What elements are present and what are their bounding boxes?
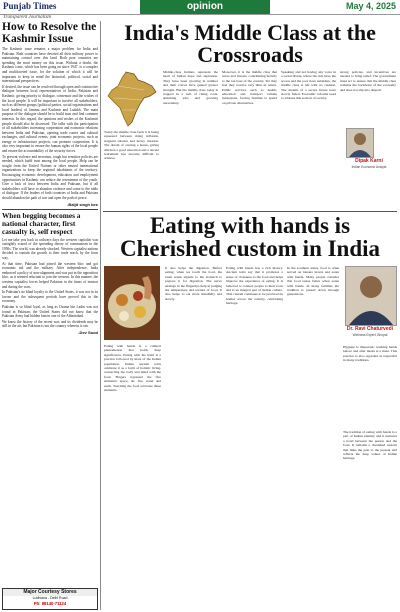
author2-name: Dr. Ravi Chaturvedi [346,326,394,332]
article1-col-1b [104,130,159,208]
author-title: Indian Economic Analyst [351,165,387,169]
article2-text-3: Eating with hands has a rich history. Ancient texts say that it promotes a sense of closeness to the food and helps improve the experience of eating. It is believed to connect people to their roots and is an integral part of Indian culture. This custom continues to be practiced in homes across the country, celebrating heritage. [226,266,283,306]
section-label: opinion [186,1,224,12]
kashmir-para-3: To prevent violence and terrorism, tough but sensitive policies are needed, which build trust among the local people. Help can be sought from the United Nations or other neutral international organizations to keep the regional inhabitants of the territory. Encouraging economic development, education and employment opportunities in Kashmir can reduce the resentment of the youth. Give a lack of trust between India and Pakistan, but if all stakeholders will have to abandon violence and come to the table of dialogue. If the leaders of both countries of India and Pakistan should abandon the path of war and open the path of peace. [2,154,98,200]
begging-para-1: Let me take you back to railways days the western capitalist was outrightly scared of the spreading theory of communism in the 1950s. The world, was already shocked. Western capitalist nations decided to contain the growth to their trade reach, by the front way. [2,237,98,260]
article1-col-3 [281,70,336,208]
article2-text-5: Hygiene is important; washing hands before and after meals is a must. This practice is also regarded as respectful in many traditions. [343,345,397,363]
eating-headline-line-1: Eating with hands is [149,213,351,238]
begging-byline: -Dev Sood [78,329,98,335]
section-divider [103,211,397,212]
article2-text-1: Eating with hands is a cultural phenomenon that holds deep significance. Eating with the hand is a practice followed by most of the Indian population. Indian ancient texts celebrate it as a form of holistic living, connecting the body and mind with the food. Fingers represent the five elements: space, air, fire, water and earth. Touching the food activates these elements. [104,344,161,393]
article1-text-1: Middle-class Indians represent the heart of Indian hope and aspiration. They have been growing in number and their voices have gained greater strength. But the middle class today is trapped in a web of rising costs, shrinking jobs and growing uncertainty. [163,70,218,105]
article1-text-3: Speaking and not having any voice in a social divide, where the rich have the access and the poor have subsidies, the middle class is left with no cushion. The dreams of a secure future have slowly faded. Economic reforms need to address this section of society. [281,70,336,101]
article2-col-1 [104,344,161,609]
india-map-image [104,70,159,128]
article2-text-2: It also helps the digestion. Before eating, when we touch the food, the brain sends signals to the stomach to prepare it for digestion. The nerve endings in the fingertips help in judging the temperature and texture of food. It also helps to eat more mindfully and slowly. [165,266,222,301]
advertisement-box [2,588,98,610]
food-photo [104,266,160,340]
kashmir-byline: -Baljit singh bee [67,201,98,207]
eating-headline [103,214,397,260]
section-banner [140,0,270,14]
article1-col-4 [340,70,396,125]
author-photo [346,128,374,158]
ad-store-name: Major Courtesy Stores [3,589,97,596]
newspaper-logo: Punjab Times [3,1,57,11]
middle-class-headline: India's Middle Class at the Crossroads [124,20,376,67]
begging-para-4: Pakistan is so blind loyal, as long as Osama bin Ladin was not found in Pakistan, the United States did not know that the Pakistan Army had hidden him in one of the Abbottabad. [2,304,98,319]
article2-text-6: The tradition of eating with hands is a part of Indian identity and it nurtures a bond between the person and the food. It remains a cherished custom that links the past to the present and reflects the deep values of Indian heritage. [343,430,397,461]
author2-photo [345,266,397,326]
left-column [2,21,98,591]
article2-col-4 [287,266,339,609]
article1-col-2 [222,70,277,208]
tagline: Transparent Journalism [3,15,52,20]
ad-phone: Ph: 98140-71124 [33,600,67,606]
article1-text-4: strong policies, and incentives are needed to bring relief. The government must act to ensure that the middle class remains the backbone of the economy and does not slip into despair. [340,70,396,92]
masthead [0,0,400,15]
author2-title: Wellness Expert, Bhopal [352,333,388,337]
kashmir-para-1: The Kashmir issue remains a major problem for India and Pakistan. Both countries have devoted all their military power to maintaining control over this land. Both poor countries are spending the most money on this issue. Without a doubt, the Kashmir issue, which has been going on since 1947, is a complex and multifaceted issue, for the solution of which it will be important to keep in mind the historical, political, social and international perspectives. [2,47,98,84]
article2-col-3 [226,266,283,609]
begging-para-2: At that time, Pakistan had joined the western bloc and got economic aid and the military. After independence, India embraced a policy of non-alignment and was put in the opposition bloc, as it seemed reluctant to join the western. In this manner, the western capitalist forces helped Pakistan in the times of tension and during the wars. [2,261,98,289]
article2-col-6 [343,430,397,609]
author-name: Dipak Karni [355,158,383,164]
column-divider [100,21,101,610]
begging-headline: When begging becomes a national character, first casualty is, self respect [2,210,81,236]
article2-text-4: In the southern states, food is often served on banana leaves and eaten with hands. Many people consider that food tastes better when eaten with hands. In many families the tradition is passed down through generations. [287,266,339,297]
kashmir-para-2: If desired, the issue can be resolved through open and constructive dialogue between local representatives of India, Pakistan and Kashmir, giving priority to dialogue, consensus and the wishes of the local people. It will be important to involve all stakeholders, such as different groups (political parties, social organizations and local leaders) of Jammu and Kashmir and Ladakh. The main purpose of the dialogue should be to build trust and find common interests. In this regard, the opinions and wishes of the Kashmiri people should also be discussed. The talks with the participation of all stakeholders increasing cooperation and economic relations between India and Pakistan, opening trade routes and cultural exchanges, and cultural events, joint economic projects, such as energy or infrastructure projects, can promote cooperation. It is also very important to ensure the human rights of the local people and ensure the accountability of the security forces. [2,84,98,154]
issue-date: May 4, 2025 [345,1,396,11]
article1-col-1 [163,70,218,208]
ad-address: Ludhiana - Delhi Road [32,596,68,600]
begging-para-5: We know the history of the recent war, and its dividends may be still in the air, but Pakistan is not the country wherein it can. [2,319,98,329]
left-divider [2,209,98,210]
begging-para-3: In Pakistan's no blind loyalty to the United States, it was not in its favour and the subsequent periods have proved this in the economy. [2,290,98,304]
article2-col-2 [165,266,222,609]
article2-col-5 [343,345,397,427]
eating-headline-line-2: Cherished custom in India [119,236,381,261]
article1-text-1b: Today the middle class feels it is being squeezed between rising inflation, stagnant salaries and heavy taxation. The dream of owning a house, giving children a good education and a decent retirement has become difficult to achieve. [104,130,159,161]
article1-text-2: Moreover, it is the middle class that saves and invests, contributing heavily to the tax base of the country. Yet they feel they receive very little in return. Public services such as health, education and transport remain inadequate, forcing families to spend on private alternatives. [222,70,277,105]
kashmir-headline: How to Resolve the Kashmir Issue [2,21,97,45]
